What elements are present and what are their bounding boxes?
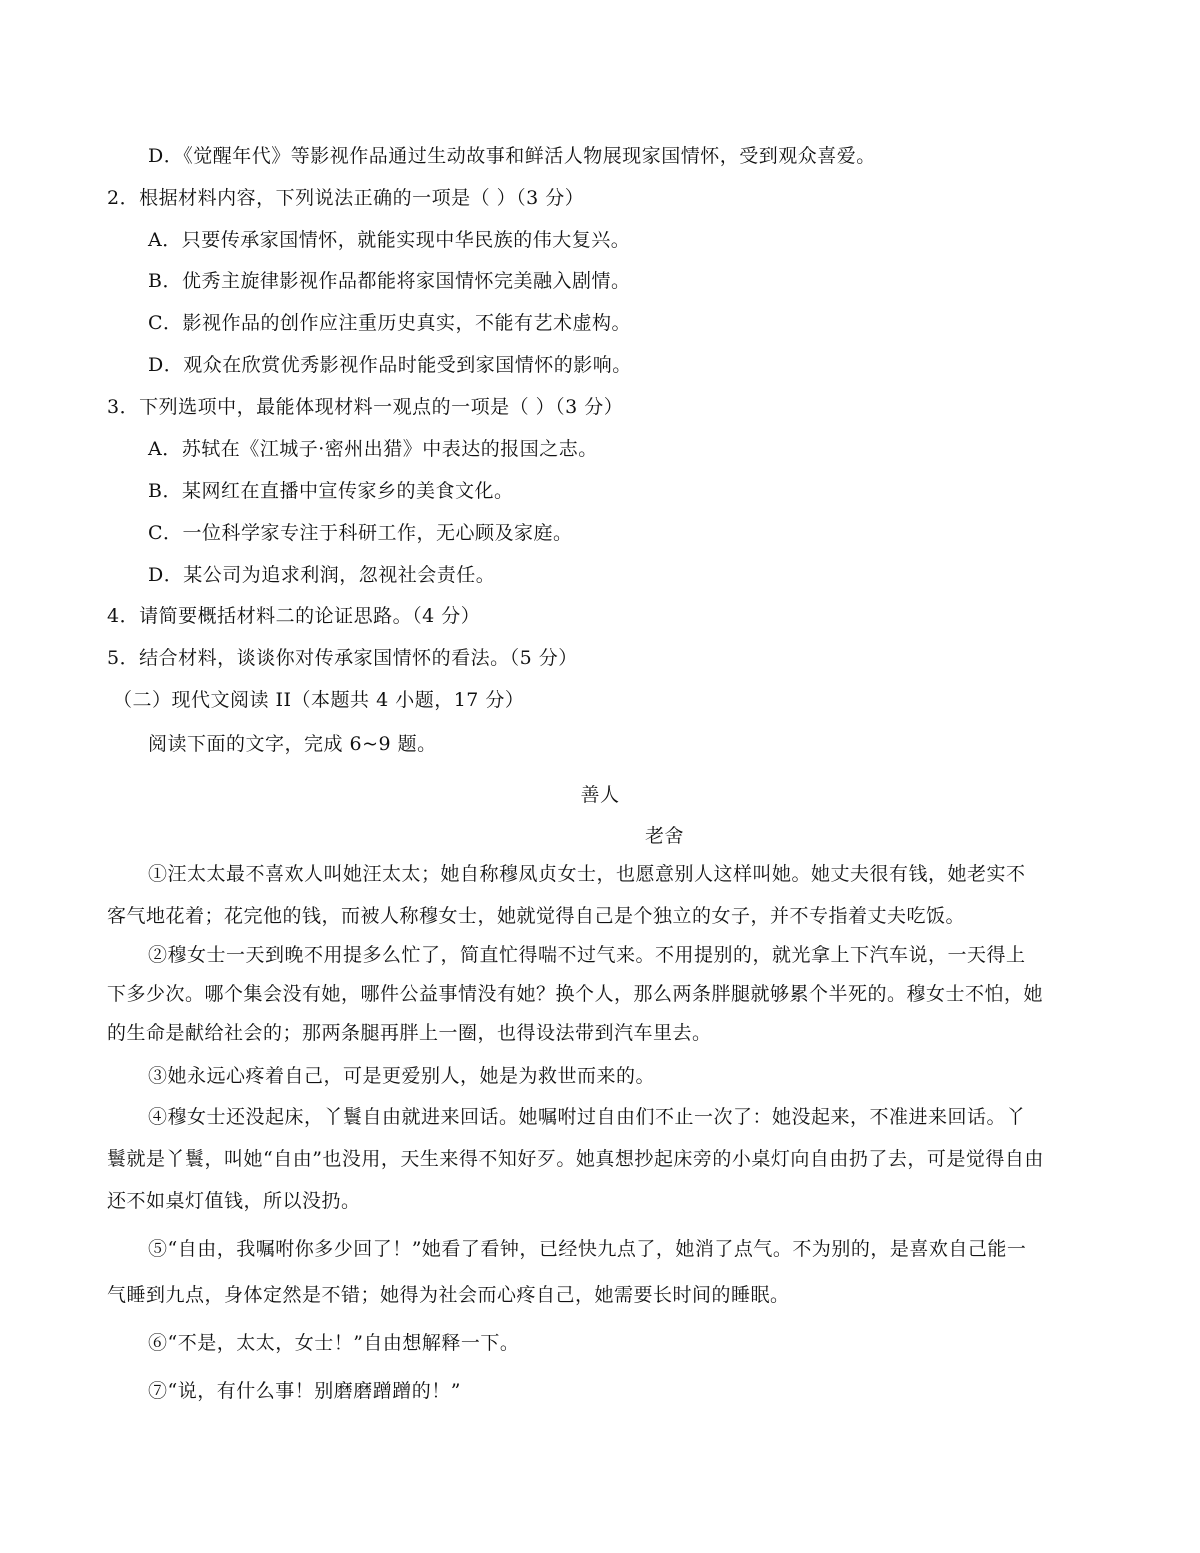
q5-stem: 5．结合材料，谈谈你对传承家国情怀的看法。（5 分） — [107, 647, 578, 669]
q2-option-c: C．影视作品的创作应注重历史真实，不能有艺术虚构。 — [148, 312, 632, 334]
article-line: 气睡到九点，身体定然是不错；她得为社会而心疼自己，她需要长时间的睡眠。 — [107, 1284, 790, 1306]
article-line: ⑦“说，有什么事！别磨磨蹭蹭的！” — [148, 1380, 461, 1402]
q2-stem: 2．根据材料内容，下列说法正确的一项是（ ）（3 分） — [107, 187, 585, 209]
article-line: ①汪太太最不喜欢人叫她汪太太；她自称穆凤贞女士，也愿意别人这样叫她。她丈夫很有钱，她老实不 — [148, 863, 1026, 885]
q3-option-a: A．苏轼在《江城子·密州出猎》中表达的报国之志。 — [148, 438, 598, 460]
article-line: ②穆女士一天到晚不用提多么忙了，简直忙得喘不过气来。不用提别的，就光拿上下汽车说，一天得上 — [148, 944, 1026, 966]
q4-stem: 4．请简要概括材料二的论证思路。（4 分） — [107, 605, 481, 627]
q2-option-b: B．优秀主旋律影视作品都能将家国情怀完美融入剧情。 — [148, 270, 631, 292]
section-instruction: 阅读下面的文字，完成 6~9 题。 — [148, 733, 437, 755]
q3-option-b: B．某网红在直播中宣传家乡的美食文化。 — [148, 480, 514, 502]
article-line: 还不如桌灯值钱，所以没扔。 — [107, 1190, 361, 1212]
article-line: 鬟就是丫鬟，叫她“自由”也没用，天生来得不知好歹。她真想抄起床旁的小桌灯向自由扔了去，可是觉得自由 — [107, 1148, 1044, 1170]
article-line: 的生命是献给社会的；那两条腿再胖上一圈，也得设法带到汽车里去。 — [107, 1022, 712, 1044]
q3-option-d: D．某公司为追求利润，忽视社会责任。 — [148, 564, 496, 586]
q1-option-d: D．《觉醒年代》等影视作品通过生动故事和鲜活人物展现家国情怀，受到观众喜爱。 — [148, 145, 876, 167]
section-heading: （二）现代文阅读 II（本题共 4 小题，17 分） — [113, 689, 525, 711]
q2-option-d: D．观众在欣赏优秀影视作品时能受到家国情怀的影响。 — [148, 354, 632, 376]
article-line: ③她永远心疼着自己，可是更爱别人，她是为救世而来的。 — [148, 1065, 656, 1087]
article-line: ⑥“不是，太太，女士！”自由想解释一下。 — [148, 1332, 520, 1354]
q2-option-a: A．只要传承家国情怀，就能实现中华民族的伟大复兴。 — [148, 229, 631, 251]
article-line: 客气地花着；花完他的钱，而被人称穆女士，她就觉得自己是个独立的女子，并不专指着丈夫吃饭。 — [107, 905, 966, 927]
article-author: 老舍 — [645, 825, 685, 847]
q3-option-c: C．一位科学家专注于科研工作，无心顾及家庭。 — [148, 522, 573, 544]
article-line: ④穆女士还没起床，丫鬟自由就进来回话。她嘱咐过自由们不止一次了：她没起来，不准进来回话。丫 — [148, 1106, 1026, 1128]
article-title: 善人 — [580, 784, 620, 806]
article-line: ⑤“自由，我嘱咐你多少回了！”她看了看钟，已经快九点了，她消了点气。不为别的，是喜欢自己能一 — [148, 1238, 1027, 1260]
article-line: 下多少次。哪个集会没有她，哪件公益事情没有她？换个人，那么两条胖腿就够累个半死的。穆女士不怕，她 — [107, 983, 1044, 1005]
q3-stem: 3．下列选项中，最能体现材料一观点的一项是（ ）（3 分） — [107, 396, 624, 418]
